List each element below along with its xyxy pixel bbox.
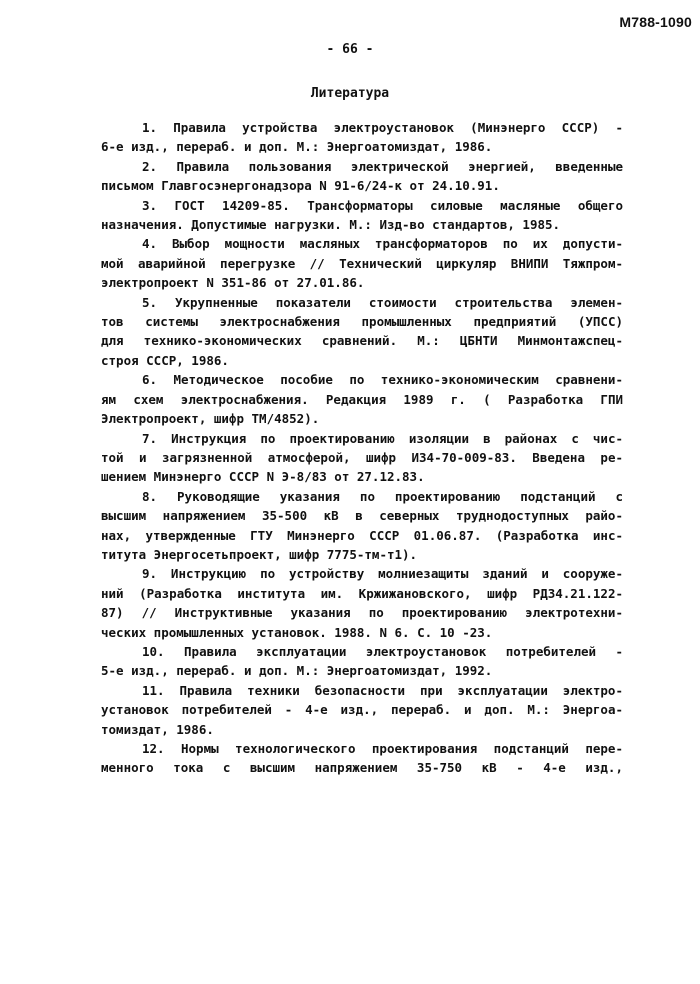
reference-item (101, 157, 623, 196)
reference-item (101, 429, 623, 487)
reference-line: электропроект N 351-86 от 27.01.86. (101, 275, 365, 291)
reference-item (101, 118, 623, 157)
reference-item (101, 370, 623, 428)
reference-line: нах, утвержденные ГТУ Минэнерго СССР 01.06.87. (Разработка инс- (101, 527, 623, 543)
reference-line: томиздат, 1986. (101, 721, 214, 737)
reference-line: 11. Правила техники безопасности при эксплуатации электро- (142, 682, 623, 698)
reference-line: 12. Нормы технологического проектирования подстанций пере- (142, 741, 623, 756)
document-id: M788-1090 (619, 14, 692, 30)
reference-line: ческих промышленных установок. 1988. N 6. С. 10 -23. (101, 624, 493, 640)
reference-line: 10. Правила эксплуатации электроустановок потребителей - (142, 643, 623, 659)
reference-item (101, 293, 623, 371)
reference-line: 1. Правила устройства электроустановок (Минэнерго СССР) - (142, 120, 623, 135)
reference-line: для технико-экономических сравнений. М.: ЦБНТИ Минмонтажспец- (101, 333, 623, 349)
reference-line: тов системы электроснабжения промышленных предприятий (УПСС) (101, 314, 623, 330)
reference-line: установок потребителей - 4-е изд., перераб. и доп. М.: Энергоа- (101, 702, 623, 718)
reference-line: 6. Методическое пособие по технико-экономическим сравнени- (142, 372, 623, 388)
reference-line: шением Минэнерго СССР N Э-8/83 от 27.12.83. (101, 469, 425, 485)
reference-item (101, 642, 623, 681)
reference-line: назначения. Допустимые нагрузки. М.: Изд-во стандартов, 1985. (101, 217, 561, 233)
reference-line: мой аварийной перегрузке // Технический циркуляр ВНИПИ Тяжпром- (101, 255, 623, 271)
reference-line: 4. Выбор мощности масляных трансформаторов по их допусти- (142, 236, 623, 252)
reference-list (101, 118, 623, 778)
reference-line: Электропроект, шифр ТМ/4852). (101, 411, 320, 427)
reference-line: письмом Главгосэнергонадзора N 91-6/24-к от 24.10.91. (101, 178, 500, 194)
reference-item (101, 487, 623, 565)
reference-line: титута Энергосетьпроект, шифр 7775-тм-т1). (101, 546, 418, 562)
reference-item (101, 681, 623, 739)
page-number: - 66 - (326, 42, 374, 57)
reference-line: 9. Инструкцию по устройству молниезащиты зданий и сооруже- (142, 566, 623, 582)
reference-line: высшим напряжением 35-500 кВ в северных труднодоступных райо- (101, 508, 623, 524)
reference-line: ний (Разработка института им. Кржижановского, шифр РД34.21.122- (101, 585, 623, 601)
reference-line: 87) // Инструктивные указания по проектированию электротехни- (101, 605, 623, 621)
reference-line: 3. ГОСТ 14209-85. Трансформаторы силовые масляные общего (142, 197, 623, 213)
reference-line: 5-е изд., перераб. и доп. М.: Энергоатомиздат, 1992. (101, 663, 493, 679)
reference-item (101, 739, 623, 778)
reference-line: 6-е изд., перераб. и доп. М.: Энергоатомиздат, 1986. (101, 139, 493, 155)
reference-line: ям схем электроснабжения. Редакция 1989 г. ( Разработка ГПИ (101, 391, 623, 407)
reference-line: 7. Инструкция по проектированию изоляции в районах с чис- (142, 430, 623, 446)
reference-line: 2. Правила пользования электрической энергией, введенные (142, 158, 623, 174)
reference-item (101, 234, 623, 292)
reference-line: 8. Руководящие указания по проектированию подстанций с (142, 488, 623, 504)
reference-item (101, 196, 623, 235)
page-title: Литература (310, 86, 390, 101)
reference-line: 5. Укрупненные показатели стоимости строительства элемен- (142, 294, 623, 310)
reference-line: менного тока с высшим напряжением 35-750 кВ - 4-е изд., (101, 760, 623, 776)
reference-line: той и загрязненной атмосферой, шифр И34-70-009-83. Введена ре- (101, 449, 623, 465)
reference-line: строя СССР, 1986. (101, 352, 229, 368)
reference-item (101, 564, 623, 642)
